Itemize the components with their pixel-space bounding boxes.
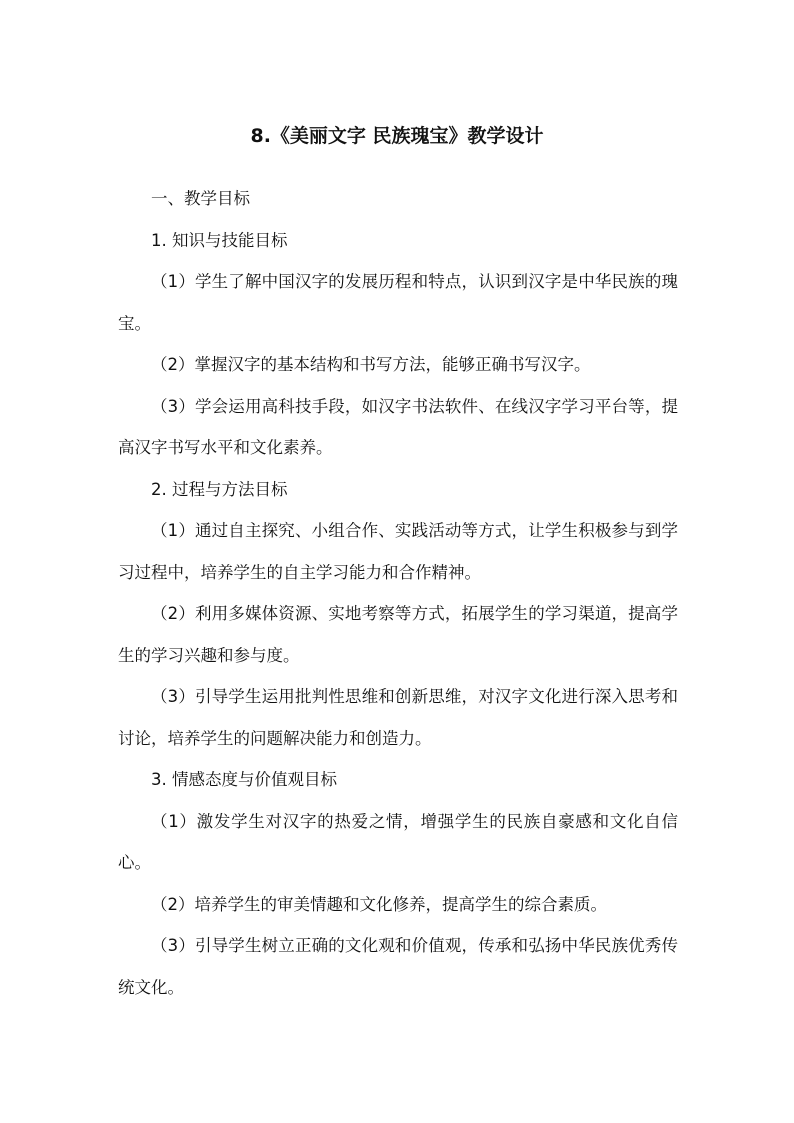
paragraph-emotion-3: （3）引导学生树立正确的文化观和价值观，传承和弘扬中华民族优秀传统文化。 bbox=[118, 936, 678, 997]
paragraph-emotion-1: （1）激发学生对汉字的热爱之情，增强学生的民族自豪感和文化自信心。 bbox=[118, 811, 678, 872]
subsection-heading-emotion-values: 3. 情感态度与价值观目标 bbox=[151, 770, 337, 789]
paragraph-knowledge-2: （2）掌握汉字的基本结构和书写方法，能够正确书写汉字。 bbox=[151, 355, 591, 374]
paragraph-process-2: （2）利用多媒体资源、实地考察等方式，拓展学生的学习渠道，提高学生的学习兴趣和参与度。 bbox=[118, 604, 678, 665]
document-title: 8.《美丽文字 民族瑰宝》教学设计 bbox=[250, 125, 544, 147]
paragraph-process-3: （3）引导学生运用批判性思维和创新思维，对汉字文化进行深入思考和讨论，培养学生的问题解决能力和创造力。 bbox=[118, 687, 678, 748]
paragraph-knowledge-1: （1）学生了解中国汉字的发展历程和特点，认识到汉字是中华民族的瑰宝。 bbox=[118, 272, 678, 333]
subsection-heading-knowledge-skills: 1. 知识与技能目标 bbox=[151, 230, 288, 250]
section-heading-objectives: 一、教学目标 bbox=[151, 189, 250, 208]
paragraph-knowledge-3: （3）学会运用高科技手段，如汉字书法软件、在线汉字学习平台等，提高汉字书写水平和文化素养。 bbox=[118, 396, 678, 457]
paragraph-emotion-2: （2）培养学生的审美情趣和文化修养，提高学生的综合素质。 bbox=[151, 894, 607, 914]
document-body bbox=[118, 178, 678, 1008]
paragraph-process-1: （1）通过自主探究、小组合作、实践活动等方式，让学生积极参与到学习过程中，培养学生的自主学习能力和合作精神。 bbox=[118, 521, 678, 582]
subsection-heading-process-methods: 2. 过程与方法目标 bbox=[151, 479, 288, 499]
